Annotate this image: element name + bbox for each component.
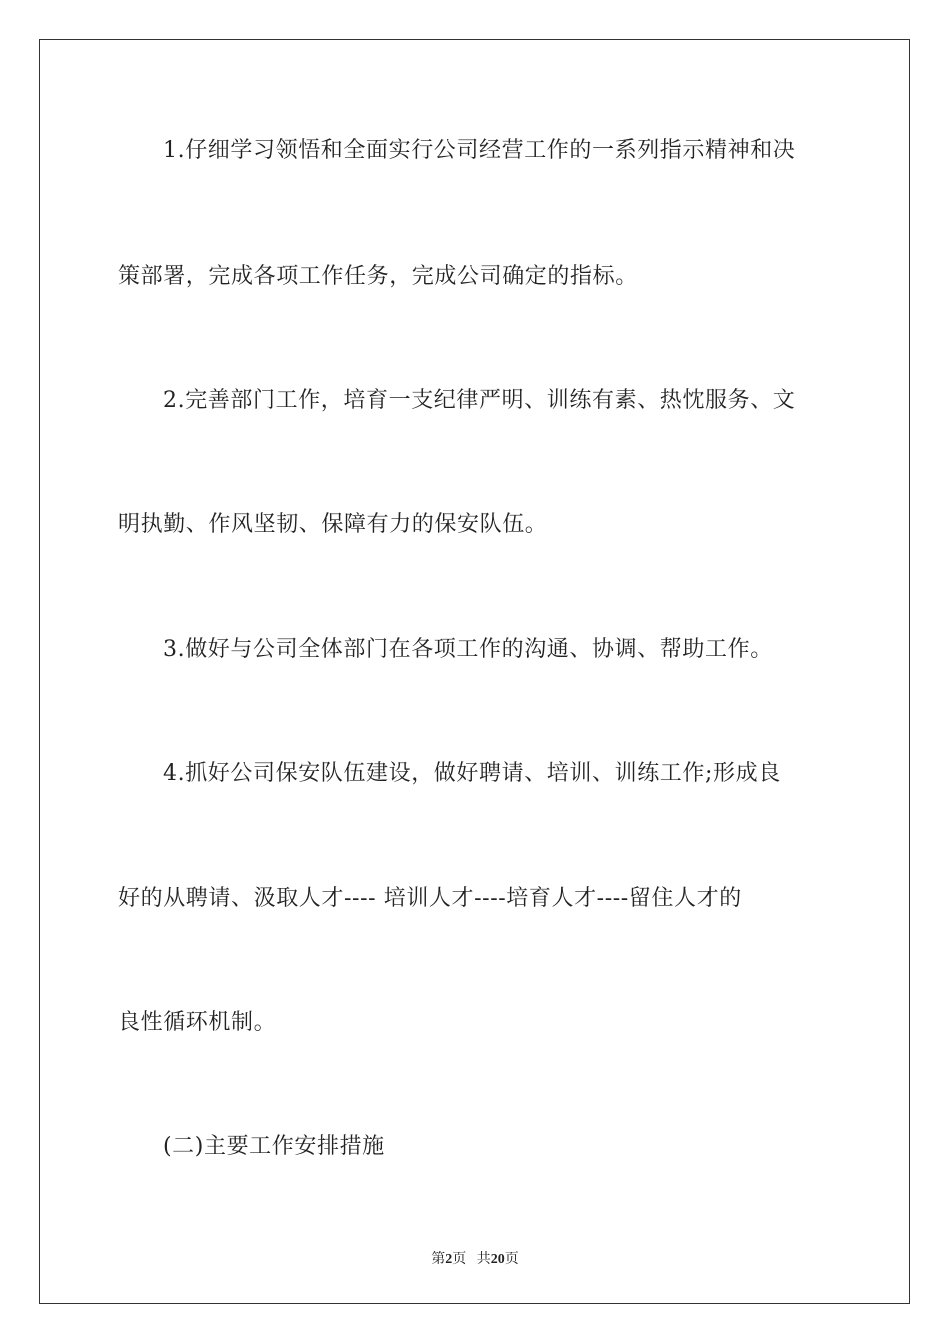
page-footer — [0, 1248, 950, 1268]
paragraph-4-line-3: 良性循环机制。 — [118, 1010, 277, 1035]
paragraph-1-line-2: 策部署，完成各项工作任务，完成公司确定的指标。 — [118, 264, 638, 289]
paragraph-2-line-2: 明执勤、作风坚韧、保障有力的保安队伍。 — [118, 512, 548, 537]
paragraph-4-line-1: 4.抓好公司保安队伍建设，做好聘请、培训、训练工作;形成良 — [163, 761, 781, 786]
total-suffix: 页 — [504, 1252, 519, 1267]
paragraph-4-line-2: 好的从聘请、汲取人才---- 培训人才----培育人才----留住人才的 — [118, 886, 742, 911]
total-pages: 20 — [490, 1252, 505, 1267]
paragraph-3-line-1: 3.做好与公司全体部门在各项工作的沟通、协调、帮助工作。 — [163, 637, 773, 662]
total-prefix: 共 — [476, 1252, 491, 1267]
page-suffix: 页 — [452, 1252, 467, 1267]
section-heading: (二)主要工作安排措施 — [163, 1134, 385, 1159]
page-border — [39, 39, 910, 1304]
page-prefix: 第 — [431, 1252, 446, 1267]
paragraph-1-line-1: 1.仔细学习领悟和全面实行公司经营工作的一系列指示精神和决 — [163, 138, 796, 163]
paragraph-2-line-1: 2.完善部门工作，培育一支纪律严明、训练有素、热忱服务、文 — [163, 388, 796, 413]
page-number: 2 — [445, 1252, 453, 1267]
